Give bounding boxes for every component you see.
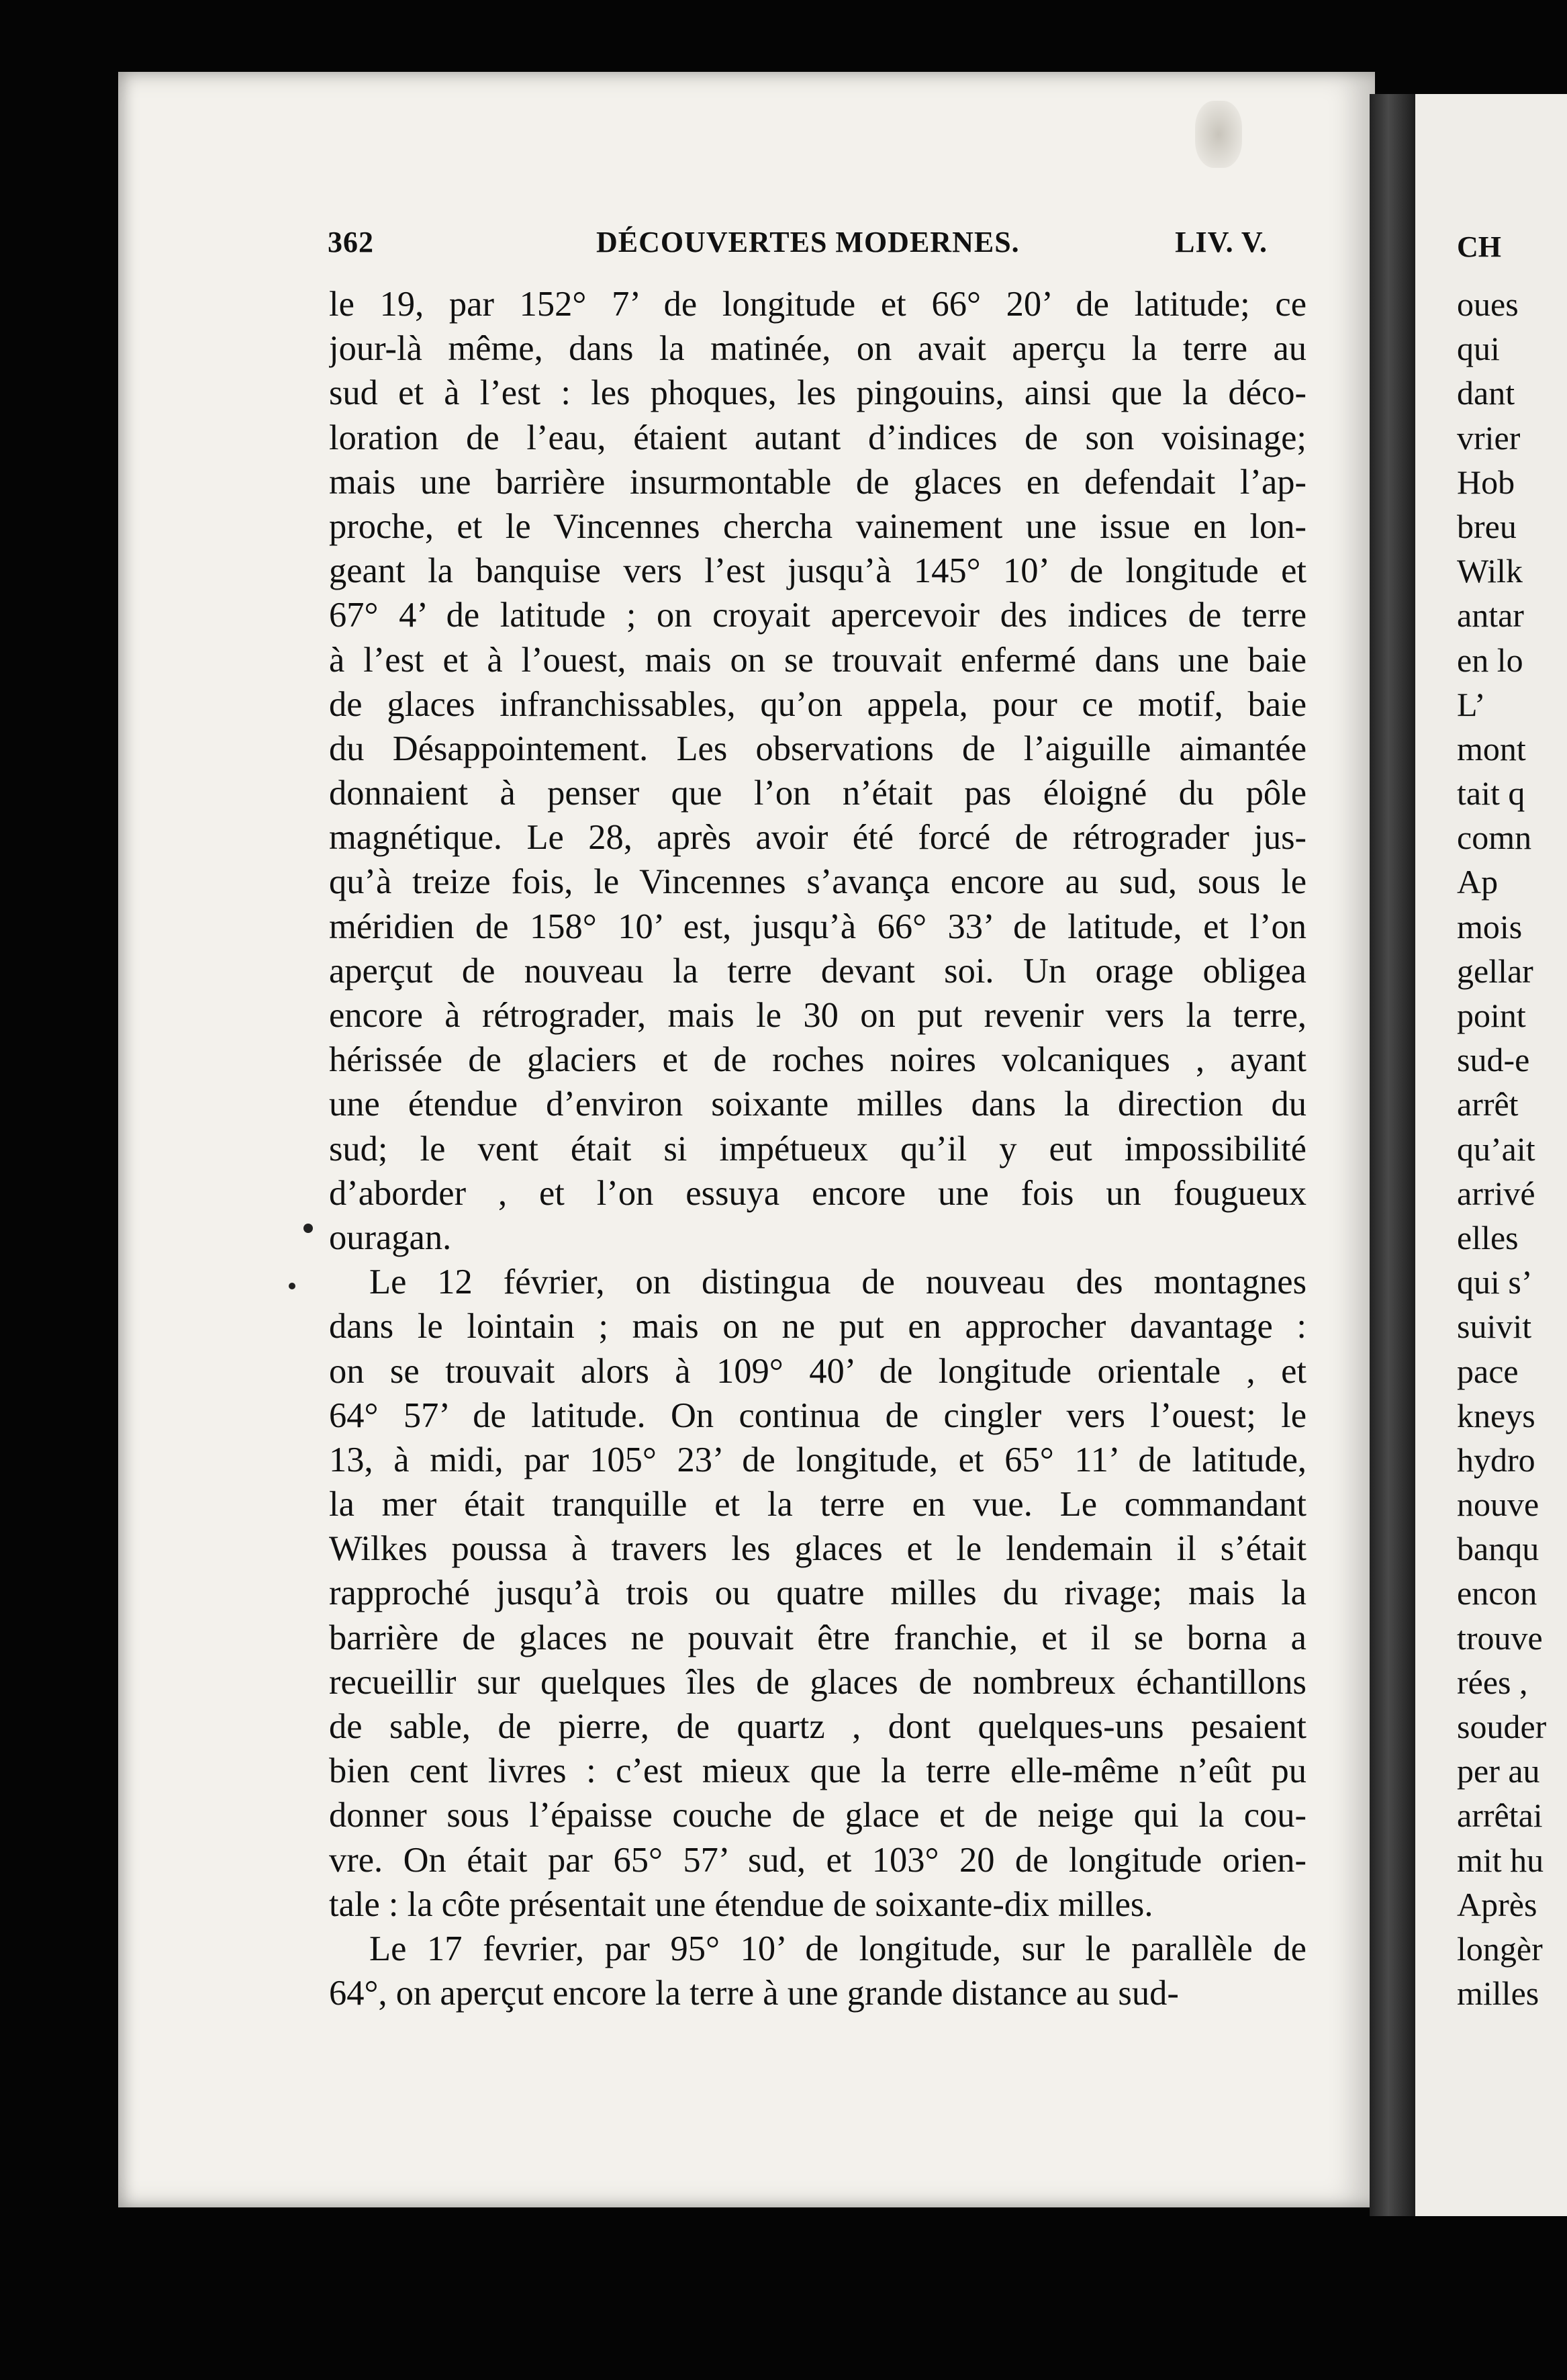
text-line: à l’est et à l’ouest, mais on se trouvait enfermé dans une baie [329,640,1307,680]
right-page-line: arrêt [1457,1085,1519,1124]
right-page-line: breu [1457,507,1517,545]
text-line: 64° 57’ de latitude. On continua de cingler vers l’ouest; le [329,1395,1307,1435]
text-line: 13, à midi, par 105° 23’ de longitude, et 65° 11’ de latitude, [329,1440,1307,1479]
page-number: 362 [328,226,374,259]
right-page-line: gellar [1457,952,1533,990]
text-line: mais une barrière insurmontable de glaces en defendait l’ap- [329,462,1307,502]
right-page-line: tait q [1457,774,1525,813]
right-page-line: mit hu [1457,1841,1544,1879]
right-page-line: dant [1457,374,1515,412]
text-line: tale : la côte présentait une étendue de soixante-dix milles. [329,1884,1153,1924]
right-page-line: nouve [1457,1485,1539,1524]
text-line: donnaient à penser que l’on n’était pas éloigné du pôle [329,774,1307,813]
text-line: Wilkes poussa à travers les glaces et le lendemain il s’était [329,1529,1307,1569]
text-line: une étendue d’environ soixante milles dans la direction du [329,1085,1307,1124]
text-line: Le 17 fevrier, par 95° 10’ de longitude, sur le parallèle de [369,1929,1307,1968]
right-page-line: Ap [1457,863,1499,901]
body-text [329,282,1307,2015]
text-line: rapproché jusqu’à trois ou quatre milles du rivage; mais la [329,1573,1307,1613]
right-page-line: point [1457,997,1526,1034]
right-page-line: qui [1457,330,1500,368]
right-page-line: qu’ait [1457,1130,1535,1168]
text-line: ouragan. [329,1218,452,1257]
right-page-text [1457,225,1567,2015]
text-line: barrière de glaces ne pouvait être franchie, et il se borna a [329,1618,1307,1657]
right-page-line: souder [1457,1708,1547,1745]
right-page-line: arrivé [1457,1174,1535,1212]
right-page-line: mont [1457,729,1526,768]
right-page-line: oues [1457,285,1519,323]
right-page-line: vrier [1457,418,1521,457]
text-line: la mer était tranquille et la terre en vue. Le commandant [329,1485,1307,1524]
text-line: magnétique. Le 28, après avoir été forcé de rétrograder jus- [329,818,1307,858]
ink-speck [289,1283,295,1289]
right-page-line: banqu [1457,1530,1539,1568]
right-page-line: encon [1457,1574,1537,1612]
text-line: le 19, par 152° 7’ de longitude et 66° 20’ de latitude; ce [329,285,1307,324]
text-line: encore à rétrograder, mais le 30 on put revenir vers la terre, [329,996,1307,1035]
right-page-line: arrêtai [1457,1796,1543,1835]
text-line: proche, et le Vincennes chercha vainement une issue en lon- [329,506,1307,546]
text-line: de glaces infranchissables, qu’on appela, pour ce motif, baie [329,684,1307,724]
text-line: 67° 4’ de latitude ; on croyait apercevoir des indices de terre [329,596,1307,635]
text-line: sud et à l’est : les phoques, les pingouins, ainsi que la déco- [329,373,1307,413]
right-page-header: CH [1457,230,1501,263]
text-line: dans le lointain ; mais on ne put en approcher davantage : [329,1307,1307,1346]
right-page-line: mois [1457,907,1523,946]
right-page-line: suivit [1457,1308,1532,1346]
text-line: jour-là même, dans la matinée, on avait aperçu la terre au [329,329,1307,369]
right-page-line: Wilk [1457,552,1523,590]
right-page-line: elles [1457,1218,1519,1256]
text-line: aperçut de nouveau la terre devant soi. Un orage obligea [329,951,1307,991]
text-line: loration de l’eau, étaient autant d’indices de son voisinage; [329,418,1307,457]
right-page-line: L’ [1457,685,1486,723]
text-line: recueillir sur quelques îles de glaces de nombreux échantillons [329,1662,1307,1702]
text-line: Le 12 février, on distingua de nouveau des montagnes [369,1263,1307,1302]
text-line: 64°, on aperçut encore la terre à une grande distance au sud- [329,1974,1179,2013]
right-page-line: milles [1457,1974,1539,2013]
right-page-line: per au [1457,1752,1540,1790]
book-gutter [1370,94,1417,2216]
right-page-line: rées , [1457,1663,1528,1701]
right-page-line: Hob [1457,463,1515,501]
text-line: d’aborder , et l’on essuya encore une fois un fougueux [329,1173,1307,1213]
text-line: qu’à treize fois, le Vincennes s’avança encore au sud, sous le [329,862,1307,902]
text-line: hérissée de glaciers et de roches noires volcaniques , ayant [329,1040,1307,1080]
right-page-line: comn [1457,819,1532,857]
right-page-line: pace [1457,1352,1519,1390]
text-line: du Désappointement. Les observations de l’aiguille aimantée [329,729,1307,768]
text-line: de sable, de pierre, de quartz , dont quelques-uns pesaient [329,1707,1307,1746]
right-page-line: trouve [1457,1618,1543,1657]
right-page-line: sud-e [1457,1041,1530,1079]
right-page-line: kneys [1457,1396,1535,1434]
text-line: donner sous l’épaisse couche de glace et de neige qui la cou- [329,1796,1307,1835]
book-part: LIV. V. [1175,226,1268,259]
right-page-line: en lo [1457,641,1523,679]
running-title: DÉCOUVERTES MODERNES. [596,226,1020,259]
text-line: geant la banquise vers l’est jusqu’à 145° 10’ de longitude et [329,551,1307,591]
text-line: bien cent livres : c’est mieux que la terre elle-même n’eût pu [329,1751,1307,1791]
right-page-line: longèr [1457,1929,1543,1968]
text-line: méridien de 158° 10’ est, jusqu’à 66° 33’ de latitude, et l’on [329,907,1307,946]
right-page-line: qui s’ [1457,1263,1533,1301]
ink-speck [303,1224,313,1233]
right-page-line: hydro [1457,1440,1535,1479]
text-line: vre. On était par 65° 57’ sud, et 103° 20 de longitude orien- [329,1840,1307,1880]
paper-stain [1195,101,1242,168]
right-page-line: Après [1457,1885,1537,1923]
text-line: sud; le vent était si impétueux qu’il y eut impossibilité [329,1129,1307,1169]
right-page-line: antar [1457,596,1524,635]
text-line: on se trouvait alors à 109° 40’ de longitude orientale , et [329,1351,1307,1391]
running-header [328,225,1268,272]
